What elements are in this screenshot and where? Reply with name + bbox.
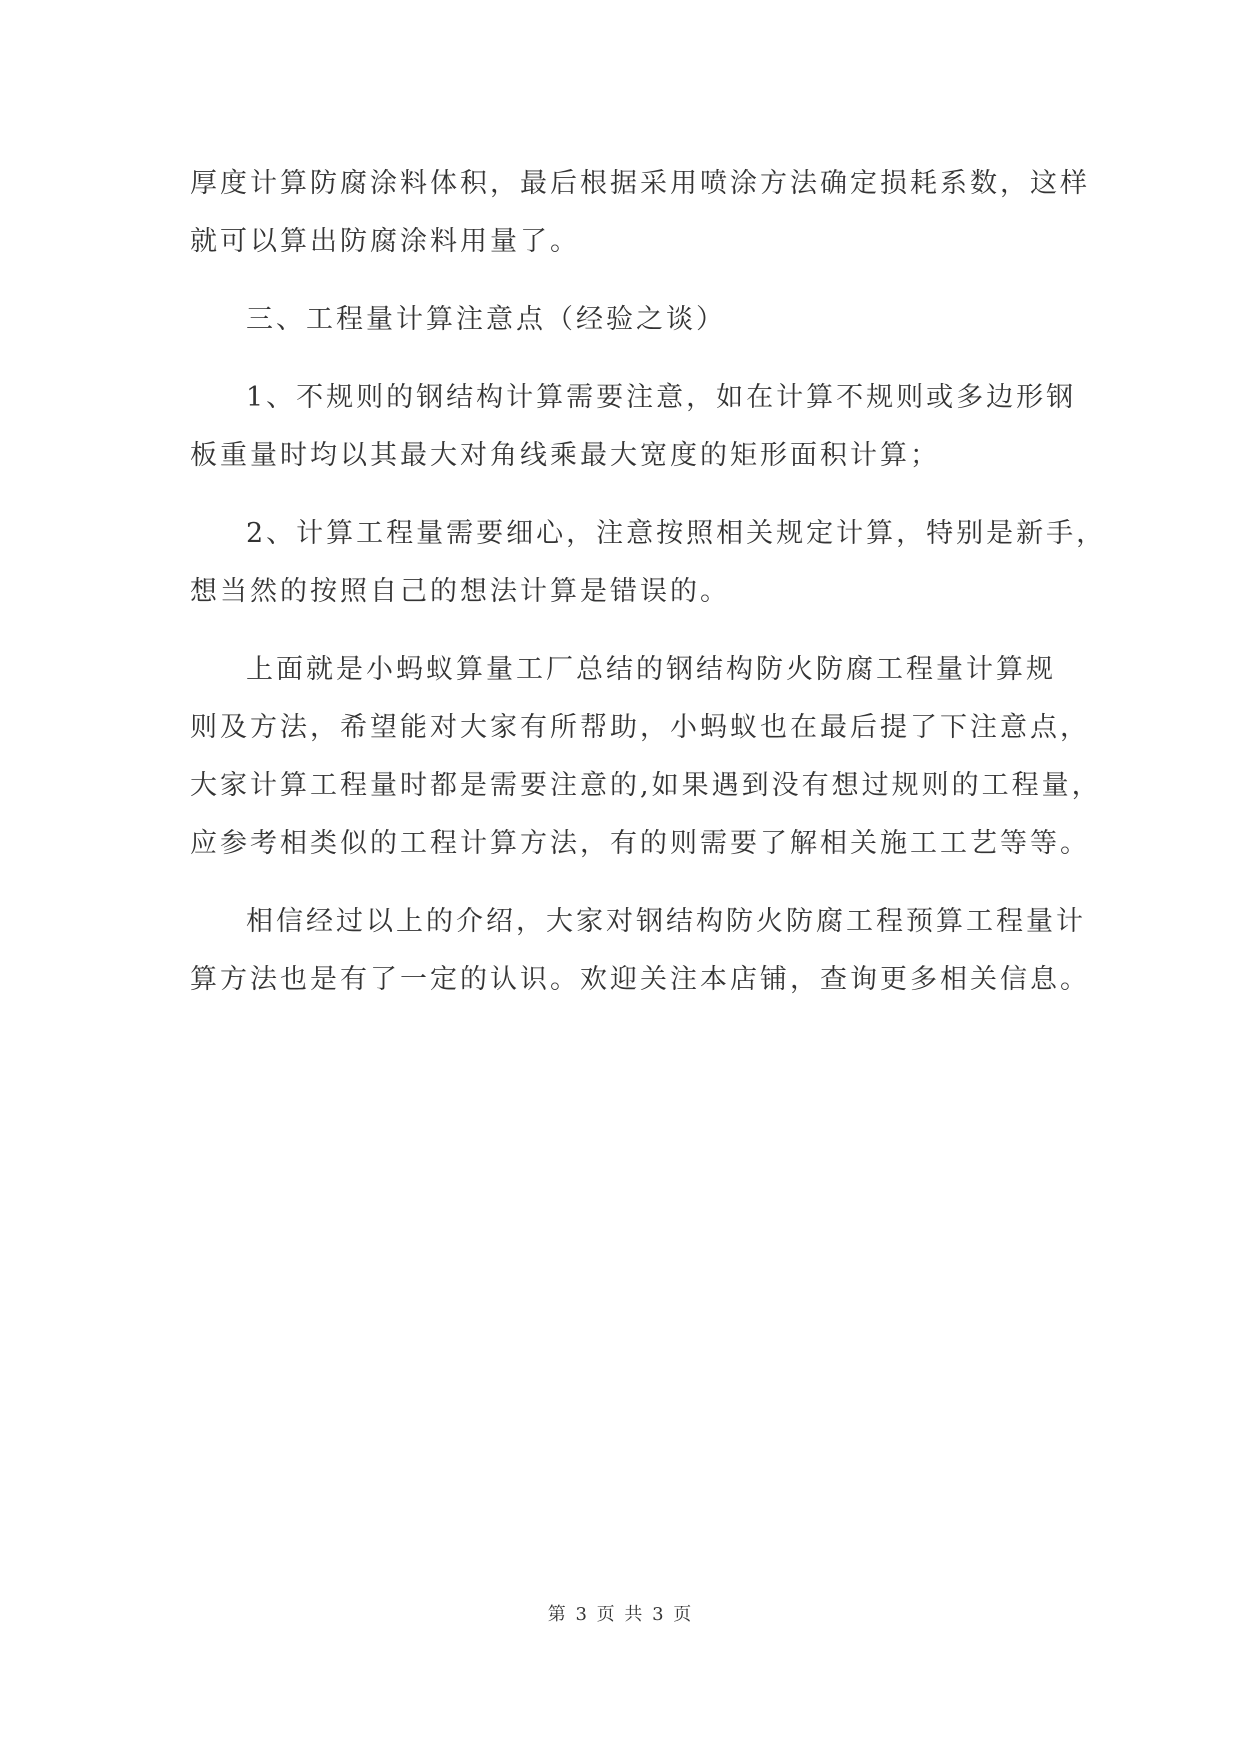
text-line: 想当然的按照自己的想法计算是错误的。: [190, 576, 730, 607]
document-body: [190, 155, 1107, 1009]
text-line: 算方法也是有了一定的认识。欢迎关注本店铺，查询更多相关信息。: [190, 964, 1090, 995]
text-line: 厚度计算防腐涂料体积，最后根据采用喷涂方法确定损耗系数，这样: [190, 168, 1090, 199]
section-heading: [190, 291, 1060, 349]
heading-line: 三、工程量计算注意点（经验之谈）: [246, 304, 726, 335]
text-line: 大家计算工程量时都是需要注意的,如果遇到没有想过规则的工程量，: [190, 770, 1102, 801]
text-line: 板重量时均以其最大对角线乘最大宽度的矩形面积计算；: [190, 440, 940, 471]
text-line: 应参考相类似的工程计算方法，有的则需要了解相关施工工艺等等。: [190, 828, 1090, 859]
paragraph-summary: [190, 641, 1102, 873]
paragraph-closing: [190, 893, 1090, 1009]
text-line: 相信经过以上的介绍，大家对钢结构防火防腐工程预算工程量计: [246, 906, 1086, 937]
paragraph-point-2: [190, 505, 1107, 621]
paragraph-point-1: [190, 369, 1077, 485]
text-line: 则及方法，希望能对大家有所帮助，小蚂蚁也在最后提了下注意点，: [190, 712, 1090, 743]
paragraph-continuation: [190, 155, 1090, 271]
page-number-footer: 第 3 页 共 3 页: [547, 1604, 694, 1625]
text-line: 2、计算工程量需要细心，注意按照相关规定计算，特别是新手，: [246, 518, 1107, 549]
text-line: 上面就是小蚂蚁算量工厂总结的钢结构防火防腐工程量计算规: [246, 654, 1056, 685]
text-line: 就可以算出防腐涂料用量了。: [190, 226, 580, 257]
text-line: 1、不规则的钢结构计算需要注意，如在计算不规则或多边形钢: [246, 382, 1077, 413]
